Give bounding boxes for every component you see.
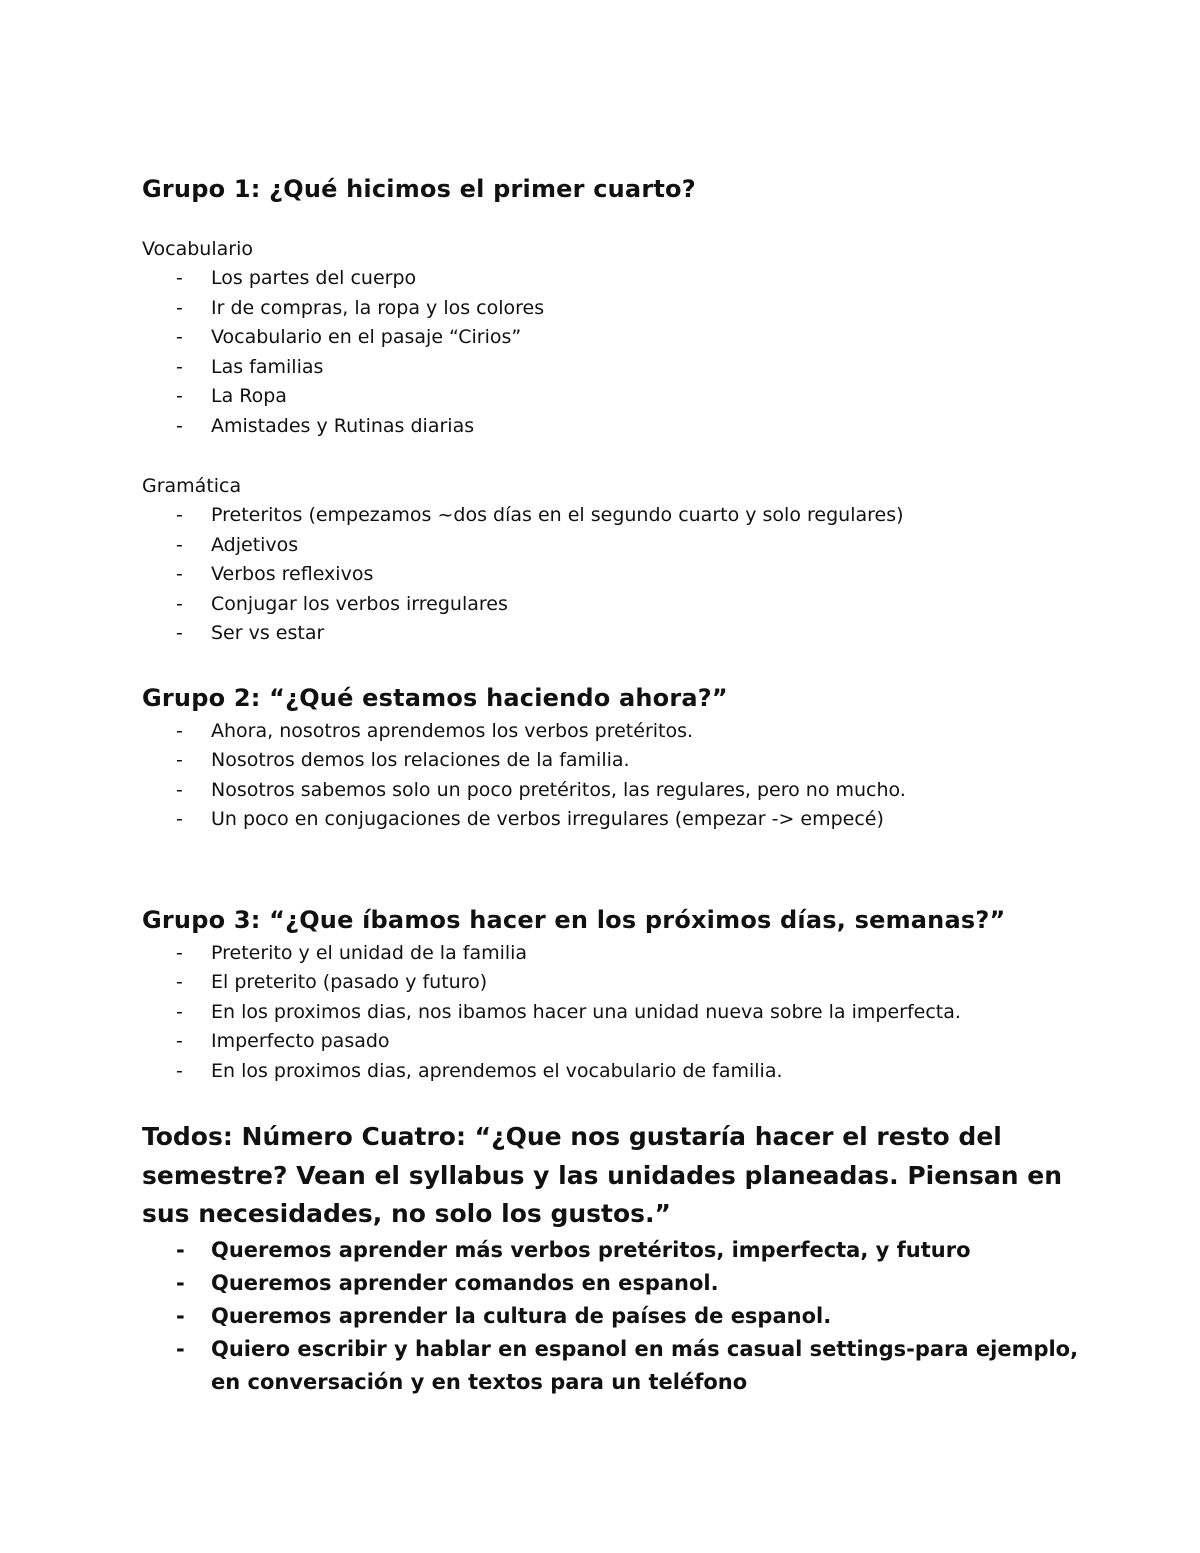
list-item: - Imperfecto pasado bbox=[142, 1027, 1102, 1057]
list-item: - Queremos aprender más verbos pretéritos, imperfecta, y futuro bbox=[142, 1234, 1102, 1267]
list-item: - Vocabulario en el pasaje “Cirios” bbox=[142, 323, 1102, 353]
vocabulario-list bbox=[142, 264, 1102, 441]
gramatica-list bbox=[142, 501, 1102, 649]
grupo-3-list bbox=[142, 939, 1102, 1087]
list-item: - La Ropa bbox=[142, 382, 1102, 412]
list-item: - Un poco en conjugaciones de verbos irregulares (empezar -> empecé) bbox=[142, 805, 1102, 835]
list-item: - Nosotros demos los relaciones de la familia. bbox=[142, 746, 1102, 776]
todos-heading: Todos: Número Cuatro: “¿Que nos gustaría hacer el resto del semestre? Vean el syllabus y las unidades planeadas. Piensan en sus necesidades, no solo los gustos.” bbox=[142, 1122, 1063, 1228]
gramatica-label: Gramática bbox=[142, 475, 242, 497]
list-item: - Quiero escribir y hablar en espanol en más casual settings-para ejemplo, en conversación y en textos para un teléfono bbox=[142, 1333, 1102, 1399]
list-item: - Ir de compras, la ropa y los colores bbox=[142, 294, 1102, 324]
list-item: - En los proximos dias, aprendemos el vocabulario de familia. bbox=[142, 1057, 1102, 1087]
todos-section bbox=[142, 1118, 1102, 1399]
list-item: - Verbos reflexivos bbox=[142, 560, 1102, 590]
list-item: - Ahora, nosotros aprendemos los verbos pretéritos. bbox=[142, 717, 1102, 747]
grupo-2-heading: Grupo 2: “¿Qué estamos haciendo ahora?” bbox=[142, 683, 728, 712]
list-item: - En los proximos dias, nos ibamos hacer una unidad nueva sobre la imperfecta. bbox=[142, 998, 1102, 1028]
grupo-2-section bbox=[142, 679, 1102, 835]
list-item: - Las familias bbox=[142, 353, 1102, 383]
list-item: - El preterito (pasado y futuro) bbox=[142, 968, 1102, 998]
list-item: - Los partes del cuerpo bbox=[142, 264, 1102, 294]
list-item: - Nosotros sabemos solo un poco pretéritos, las regulares, pero no mucho. bbox=[142, 776, 1102, 806]
list-item: - Ser vs estar bbox=[142, 619, 1102, 649]
list-item: - Amistades y Rutinas diarias bbox=[142, 412, 1102, 442]
grupo-1-heading: Grupo 1: ¿Qué hicimos el primer cuarto? bbox=[142, 175, 696, 203]
grupo-3-heading: Grupo 3: “¿Que íbamos hacer en los próximos días, semanas?” bbox=[142, 905, 1006, 934]
vocabulario-label: Vocabulario bbox=[142, 238, 253, 260]
list-item: - Preterito y el unidad de la familia bbox=[142, 939, 1102, 969]
grupo-3-section bbox=[142, 901, 1102, 1087]
list-item: - Conjugar los verbos irregulares bbox=[142, 590, 1102, 620]
list-item: - Preteritos (empezamos ~dos días en el segundo cuarto y solo regulares) bbox=[142, 501, 1102, 531]
todos-list bbox=[142, 1234, 1102, 1399]
document-content bbox=[142, 170, 1102, 1399]
list-item: - Adjetivos bbox=[142, 531, 1102, 561]
list-item: - Queremos aprender la cultura de países de espanol. bbox=[142, 1300, 1102, 1333]
grupo-2-list bbox=[142, 717, 1102, 835]
grupo-1-section bbox=[142, 170, 1102, 649]
list-item: - Queremos aprender comandos en espanol. bbox=[142, 1267, 1102, 1300]
